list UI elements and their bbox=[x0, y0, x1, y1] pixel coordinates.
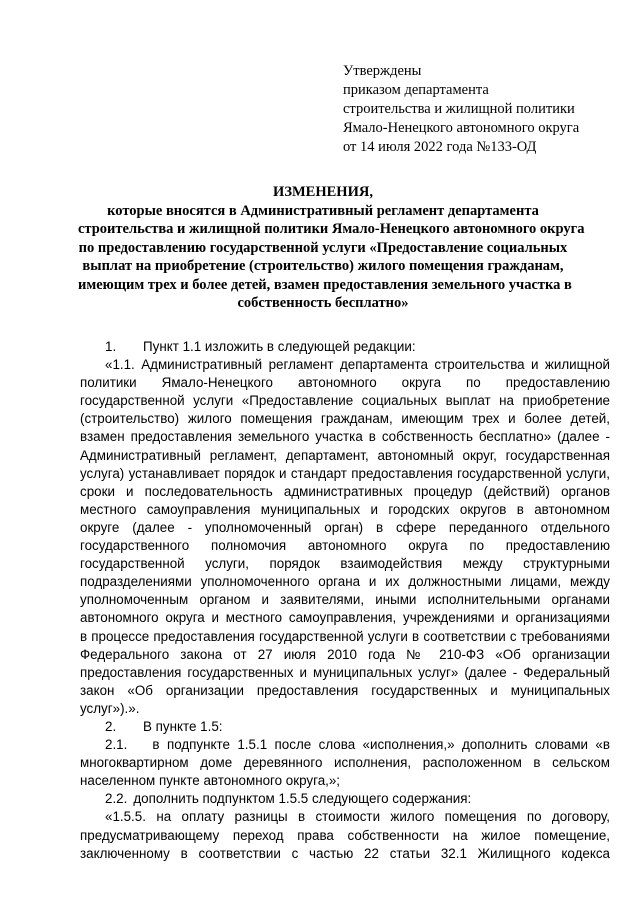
quote-line: (строительство) жилого помещения гражданам, имеющим трех и более детей, bbox=[80, 411, 610, 427]
approval-line: Ямало-Ненецкого автономного округа bbox=[343, 120, 580, 136]
title-line: по предоставлению государственной услуги «Предоставление социальных bbox=[78, 239, 568, 256]
quote2-line: «1.5.5. на оплату разницы в стоимости жилого помещения по договору, bbox=[105, 809, 610, 825]
quote-line: Федерального закона от 27 июля 2010 года № 210-ФЗ «Об организации bbox=[80, 646, 610, 662]
approval-line: от 14 июля 2022 года №133-ОД bbox=[343, 139, 537, 155]
item-text: в подпункте 1.5.1 после слова «исполнения,» дополнить словами «в bbox=[152, 737, 610, 753]
approval-line: Утверждены bbox=[343, 63, 422, 79]
title-line: которые вносятся в Административный регламент департамента bbox=[107, 202, 539, 219]
item-2-2 bbox=[80, 790, 610, 808]
title-heading: ИЗМЕНЕНИЯ, bbox=[273, 184, 373, 200]
item-text: дополнить подпунктом 1.5.5 следующего содержания: bbox=[133, 791, 472, 807]
approval-block bbox=[343, 62, 623, 157]
quote-line: «1.1. Административный регламент департамента строительства и жилищной bbox=[105, 357, 610, 373]
title-line: собственность бесплатно» bbox=[237, 295, 409, 311]
quote-line: услуга) устанавливает порядок и стандарт предоставления государственной услуги, bbox=[80, 465, 610, 481]
quote-line: государственной услуги, порядок взаимодействия между структурными bbox=[80, 556, 610, 572]
quote-line-last: услуг»).». bbox=[80, 700, 140, 716]
item-text: В пункте 1.5: bbox=[143, 718, 223, 734]
item-2-1-line: многоквартирном доме деревянного исполнения, расположенном в сельском bbox=[80, 755, 610, 771]
document-title bbox=[78, 183, 585, 313]
title-line: выплат на приобретение (строительство) жилого помещения гражданам, bbox=[82, 258, 564, 274]
quote-line: предоставления государственных и муниципальных услуг» (далее - Федеральный bbox=[80, 664, 610, 680]
quote-line: местного самоуправления муниципальных и городских округов в автономном bbox=[80, 501, 610, 517]
quote-line: политики Ямало-Ненецкого автономного округа по предоставлению bbox=[80, 375, 610, 391]
item-2-1-line: населенном пункте автономного округа,»; bbox=[80, 773, 341, 789]
title-line: строительства и жилищной политики Ямало-Ненецкого автономного округа bbox=[78, 221, 585, 237]
quote-line: государственного полномочия автономного округа по предоставлению bbox=[80, 538, 610, 554]
item-2 bbox=[80, 718, 610, 736]
quote-line: закон «Об организации предоставления государственных и муниципальных bbox=[80, 682, 610, 698]
quote-line: автономного округа и местного самоуправления, учреждениями и организациями bbox=[80, 610, 610, 626]
item-2-1 bbox=[80, 736, 610, 754]
quote-line: округе (далее - уполномоченный орган) в сфере переданного отдельного bbox=[80, 519, 610, 535]
quote2-line: заключенному в соответствии с частью 22 статьи 32.1 Жилищного кодекса bbox=[80, 845, 610, 861]
quote-line: уполномоченным органом и заявителями, иными исполнительными органами bbox=[80, 592, 610, 608]
approval-line: строительства и жилищной политики bbox=[343, 101, 575, 117]
quote-line: взамен предоставления земельного участка в собственность бесплатно» (далее - bbox=[80, 429, 610, 445]
item-number: 2.2. bbox=[105, 791, 128, 807]
quote-line: государственной услуги «Предоставление социальных выплат на приобретение bbox=[80, 393, 610, 409]
item-number: 2.1. bbox=[105, 737, 128, 753]
quote-line: сроки и последовательность административных процедур (действий) органов bbox=[80, 483, 610, 499]
quote2-line: предусматривающему переход права собственности на жилое помещение, bbox=[80, 827, 610, 843]
title-line: имеющим трех и более детей, взамен предоставления земельного участка в bbox=[78, 276, 572, 293]
item-1 bbox=[80, 338, 610, 356]
item-number: 1. bbox=[105, 339, 117, 354]
quote-line: в процессе предоставления государственной услуги в соответствии с требованиями bbox=[80, 628, 610, 644]
item-number: 2. bbox=[105, 718, 117, 734]
item-text: Пункт 1.1 изложить в следующей редакции: bbox=[143, 339, 416, 354]
quote-line: подразделениями уполномоченного органа и их должностными лицами, между bbox=[80, 574, 610, 590]
document-body bbox=[80, 338, 610, 863]
approval-line: приказом департамента bbox=[343, 82, 489, 98]
quote-line: Административный регламент, департамент, автономный округ, государственная bbox=[80, 447, 610, 463]
